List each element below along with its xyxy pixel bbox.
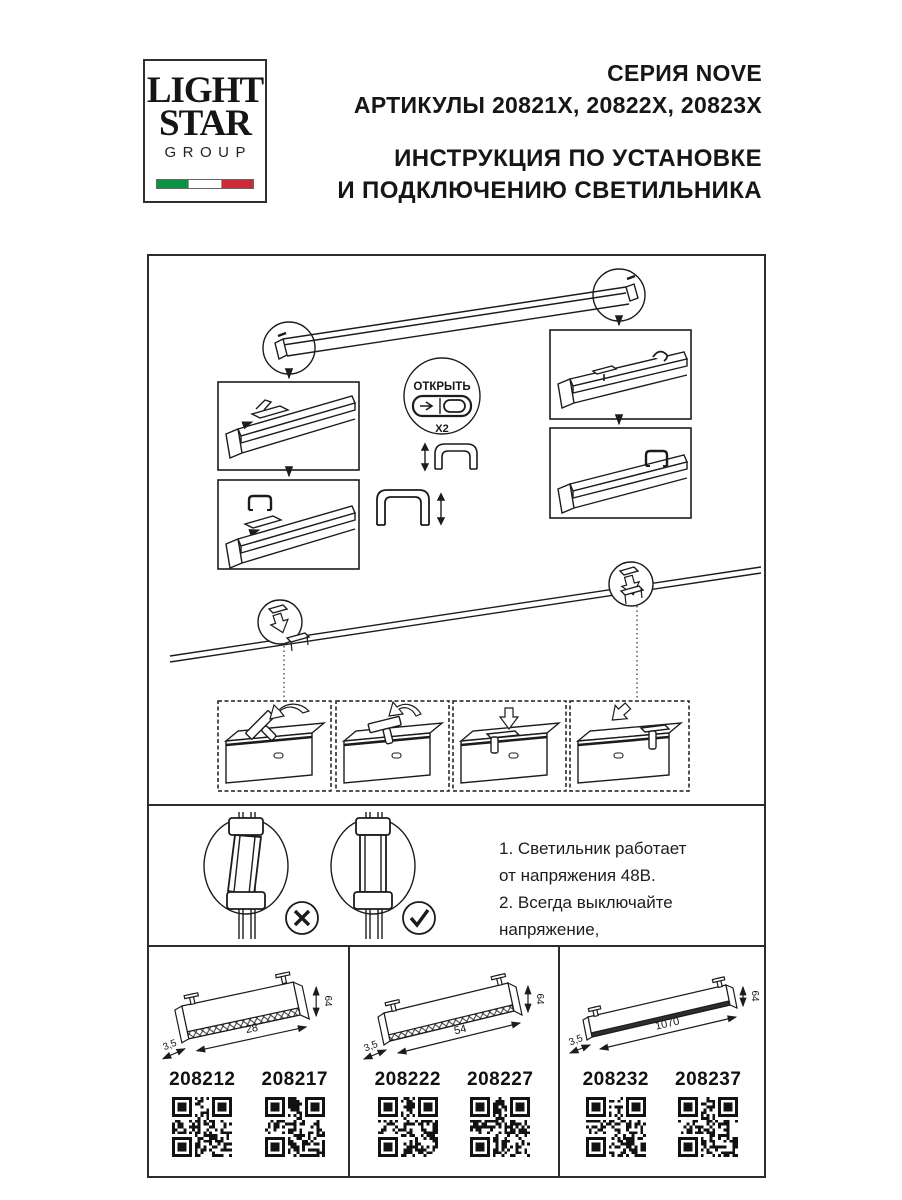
step-box-2 bbox=[336, 701, 449, 791]
fixture-drawing-28 bbox=[149, 953, 348, 1065]
dim-depth: 3,5 bbox=[161, 1037, 179, 1054]
article-number: 208222 bbox=[374, 1069, 441, 1090]
fixture-drawing-1070 bbox=[560, 953, 764, 1065]
logo-word-light: LIGHT bbox=[146, 70, 264, 111]
svg-text:ОТКРЫТЬ: ОТКРЫТЬ bbox=[413, 381, 471, 393]
qr-code bbox=[586, 1097, 646, 1157]
articles-line: АРТИКУЛЫ 20821X, 20822X, 20823X bbox=[353, 92, 762, 118]
step-box-4 bbox=[570, 699, 689, 791]
qr-code bbox=[378, 1097, 438, 1157]
instruction-title-line1: ИНСТРУКЦИЯ ПО УСТАНОВКЕ bbox=[394, 145, 762, 172]
step-box-3 bbox=[453, 701, 566, 791]
detail-circle-left bbox=[263, 322, 315, 374]
article-number: 208227 bbox=[467, 1069, 534, 1090]
product-item bbox=[583, 1069, 649, 1157]
svg-text:X2: X2 bbox=[435, 423, 449, 435]
step-box-1 bbox=[218, 701, 331, 791]
series-title: СЕРИЯ NOVE bbox=[607, 60, 762, 86]
dim-length: 54 bbox=[453, 1022, 468, 1038]
note-line: от напряжения 48В. bbox=[499, 866, 656, 885]
qr-code bbox=[678, 1097, 738, 1157]
product-item bbox=[169, 1069, 235, 1157]
c-clip-profile-icon bbox=[422, 444, 477, 470]
dim-height: 64 bbox=[534, 993, 545, 1005]
detail-box-clip-above bbox=[550, 428, 691, 518]
product-column-long bbox=[560, 947, 764, 1176]
logo-word-star: STAR bbox=[159, 103, 251, 144]
note-line: 2. Всегда выключайте напряжение, bbox=[499, 893, 673, 939]
article-number: 208237 bbox=[675, 1069, 742, 1090]
dim-depth: 3,5 bbox=[362, 1038, 380, 1055]
correct-mounting-figure bbox=[331, 812, 435, 939]
article-number: 208212 bbox=[169, 1069, 236, 1090]
detail-box-clip-parts bbox=[218, 480, 359, 569]
logo-word-group: GROUP bbox=[164, 144, 252, 161]
safety-panel bbox=[147, 804, 766, 947]
product-column-small bbox=[149, 947, 350, 1176]
product-item bbox=[375, 1069, 441, 1157]
product-item bbox=[467, 1069, 533, 1157]
alignment-diagram bbox=[149, 806, 494, 945]
flag-green bbox=[157, 180, 189, 188]
italian-flag-icon bbox=[156, 179, 254, 189]
open-slider-icon bbox=[404, 358, 480, 435]
mounting-steps-drawing bbox=[149, 256, 764, 804]
article-number: 208217 bbox=[261, 1069, 328, 1090]
qr-code bbox=[470, 1097, 530, 1157]
dim-length: 1070 bbox=[654, 1015, 681, 1033]
fixture-drawing-54 bbox=[350, 953, 558, 1065]
c-clip-profile-icon bbox=[377, 490, 444, 525]
product-item bbox=[675, 1069, 741, 1157]
lightstar-logo bbox=[143, 59, 267, 203]
mounting-steps-panel bbox=[147, 254, 766, 806]
article-number: 208232 bbox=[582, 1069, 649, 1090]
flag-white bbox=[189, 180, 221, 188]
dim-length: 28 bbox=[244, 1021, 260, 1037]
qr-code bbox=[265, 1097, 325, 1157]
product-item bbox=[262, 1069, 328, 1157]
dim-height: 64 bbox=[749, 990, 760, 1002]
instruction-title bbox=[337, 143, 762, 207]
detail-box-end-clip bbox=[218, 382, 359, 470]
dim-depth: 3,5 bbox=[567, 1032, 585, 1049]
products-panel bbox=[147, 945, 766, 1178]
clip-detail-circle-right bbox=[609, 562, 653, 606]
qr-code bbox=[172, 1097, 232, 1157]
product-column-medium bbox=[350, 947, 560, 1176]
clip-detail-circle-left bbox=[258, 600, 309, 651]
flag-red bbox=[222, 180, 253, 188]
wrong-mounting-figure bbox=[204, 812, 318, 939]
detail-box-clips-mounted bbox=[550, 330, 691, 419]
note-line: 1. Светильник работает bbox=[499, 839, 687, 858]
dim-height: 64 bbox=[322, 995, 334, 1007]
instruction-title-line2: И ПОДКЛЮЧЕНИЮ СВЕТИЛЬНИКА bbox=[337, 177, 762, 204]
